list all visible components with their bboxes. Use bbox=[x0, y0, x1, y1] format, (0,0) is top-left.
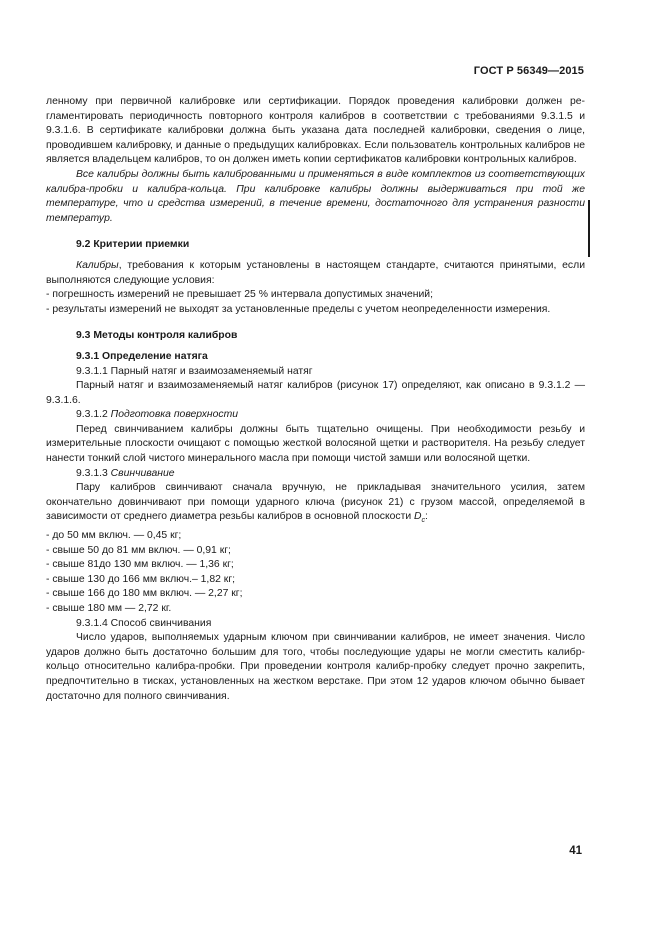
page-content bbox=[46, 95, 585, 704]
clause-title: Подготовка поверхности bbox=[110, 409, 239, 421]
paragraph: Парный натяг и взаимозаменяемый натяг калибров (рисунок 17) определяют, как описано в 9.3.1.2 — 9.3.1.6. bbox=[46, 380, 585, 406]
document-header: ГОСТ Р 56349—2015 bbox=[473, 65, 584, 77]
list-item: - до 50 мм включ. — 0,45 кг; bbox=[46, 530, 182, 542]
list-item: - свыше 50 до 81 мм включ. — 0,91 кг; bbox=[46, 544, 231, 556]
italic-term: Калибры bbox=[76, 259, 119, 271]
paragraph-text: Пару калибров свинчивают сначала вручную, не прикладывая значительного усилия, затем окончательно довинчивают при помощи ударного ключа (рисунок 21) с грузом массой, определяемой в зависимости от среднего диаметра резьбы калибров в основной плоскости bbox=[46, 482, 585, 523]
clause-9-3-1-1: 9.3.1.1 Парный натяг и взаимозаменяемый натяг bbox=[76, 365, 313, 377]
variable-subscript: c bbox=[421, 517, 426, 525]
list-item: - результаты измерений не выходят за установленные пределы с учетом неопределенности измерения. bbox=[46, 303, 551, 315]
list-item: - свыше 81до 130 мм включ. — 1,36 кг; bbox=[46, 559, 234, 571]
clause-9-3-1-3 bbox=[46, 467, 585, 482]
paragraph-italic: Все калибры должны быть калиброванными и применяться в виде комплектов из соответствующих калибра-пробки и калибра-кольца. При калибровке калибры должны выдерживаться при той же температуре, что и средства измерений, в течение времени, достаточного для устранения разности температур. bbox=[46, 168, 585, 224]
list-item: - свыше 130 до 166 мм включ.– 1,82 кг; bbox=[46, 573, 235, 585]
change-bar bbox=[588, 200, 590, 257]
list-item: - погрешность измерений не превышает 25 % интервала допустимых значений; bbox=[46, 289, 433, 301]
paragraph: Число ударов, выполняемых ударным ключом при свинчивании калибров, не имеет значения. Число ударов должно быть достаточно большим для того, чтобы последующие удары не могли сместить калибр-кольцо относительно калибра-пробки. При проведении контроля калибр-пробку следует прочно закрепить, предпочтительно в тисках, установленных на жестком верстаке. При этом 12 ударов ключом обычно бывает достаточно для полного свинчивания. bbox=[46, 632, 585, 702]
subsection-heading-9-3-1: 9.3.1 Определение натяга bbox=[76, 350, 208, 362]
paragraph: ленному при первичной калибровке или сертификации. Порядок проведения калибровки должен регламентировать периодичность повторного контроля калибров в соответствии с требованиями 9.3.1.5 и 9.3.1.6. В сертификате калибровки должна быть указана дата последней калибровки, сведения о лице, проводившем калибровку, и данные о предыдущих калибровках. Если пользователь контрольных калибров не является владельцем калибров, то он должен иметь копии сертификатов калибровки контрольных калибров. bbox=[46, 96, 585, 166]
variable-d: D bbox=[414, 511, 422, 523]
list-item: - свыше 166 до 180 мм включ. — 2,27 кг; bbox=[46, 588, 243, 600]
clause-9-3-1-4: 9.3.1.4 Способ свинчивания bbox=[76, 617, 212, 629]
list-item: - свыше 180 мм — 2,72 кг. bbox=[46, 603, 172, 615]
clause-number: 9.3.1.2 bbox=[76, 409, 111, 421]
punctuation: : bbox=[425, 511, 428, 523]
page-number: 41 bbox=[569, 845, 582, 857]
section-heading-9-2: 9.2 Критерии приемки bbox=[76, 239, 190, 251]
paragraph: Перед свинчиванием калибры должны быть тщательно очищены. При необходимости резьбу и измерительные плоскости очищают с помощью жесткой волосяной щетки и растворителя. На резьбу следует нанести тонкий слой чистого минерального масла при помощи чистой замши или волосяной щетки. bbox=[46, 423, 585, 465]
paragraph bbox=[46, 481, 585, 529]
paragraph bbox=[46, 259, 585, 288]
paragraph-text: , требования к которым установлены в настоящем стандарте, считаются принятыми, если выполняются следующие условия: bbox=[46, 259, 585, 286]
clause-title: Свинчивание bbox=[110, 467, 175, 479]
section-heading-9-3: 9.3 Методы контроля калибров bbox=[76, 330, 238, 342]
clause-number: 9.3.1.3 bbox=[76, 467, 111, 479]
clause-9-3-1-2 bbox=[46, 408, 585, 423]
